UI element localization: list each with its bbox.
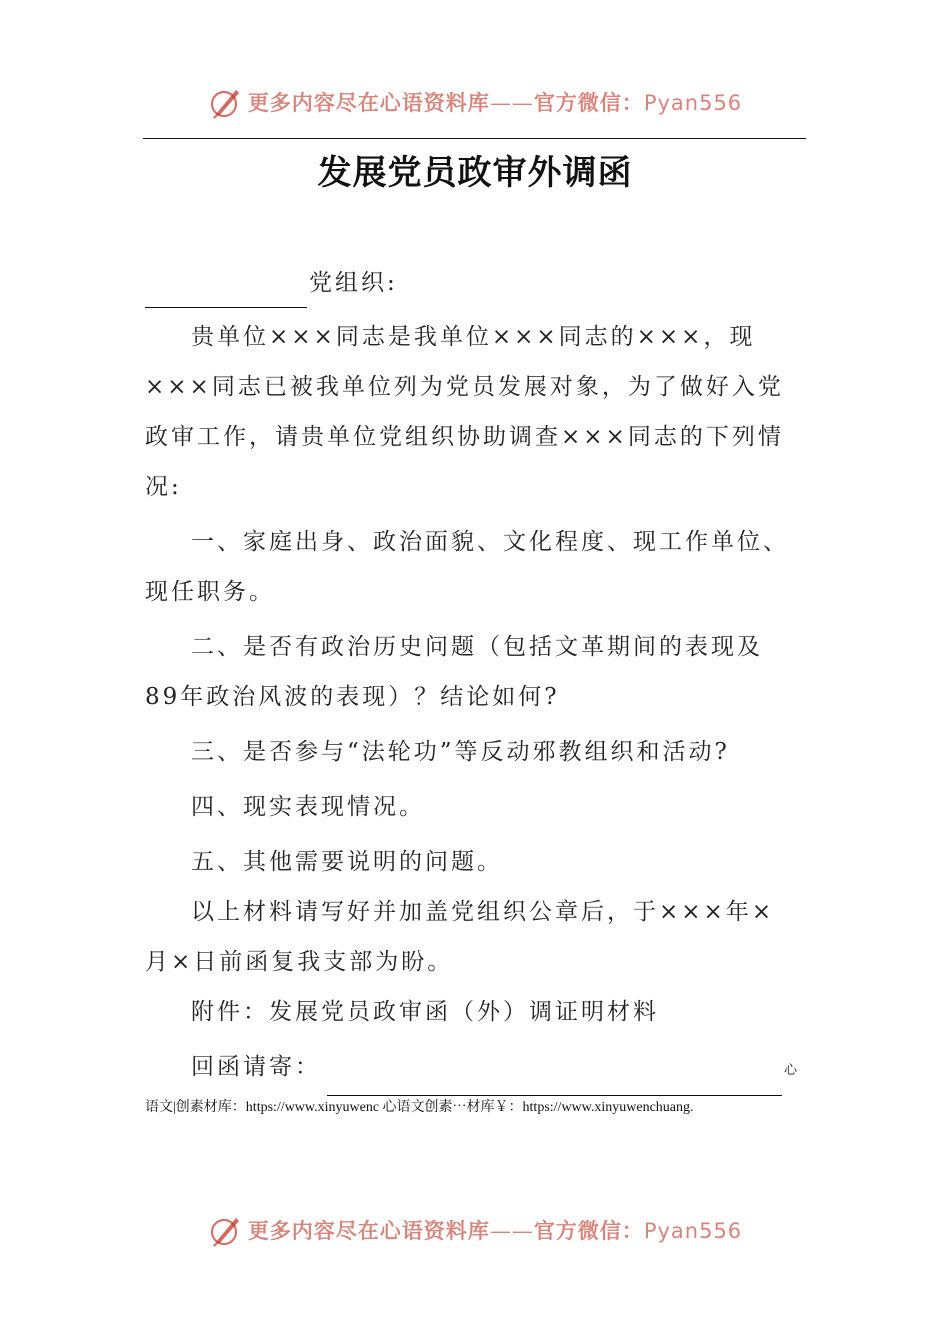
document-title: 发展党员政审外调函: [317, 153, 633, 193]
paragraph-item-1: 一、家庭出身、政治面貌、文化程度、现工作单位、现任职务。: [145, 529, 789, 605]
paragraph-intro: 贵单位×××同志是我单位×××同志的×××，现×××同志已被我单位列为党员发展对象，为了做好入党政审工作，请贵单位党组织协助调查×××同志的下列情况:: [145, 324, 784, 500]
quill-pen-logo-icon: [208, 84, 244, 120]
addressee-suffix: 党组织:: [309, 270, 398, 296]
banner-text: 更多内容尽在心语资料库——官方微信：Pyan556: [247, 1218, 743, 1243]
quill-pen-logo-icon: [208, 1212, 244, 1248]
reply-label: 回函请寄：: [191, 1054, 321, 1080]
footer-banner: [0, 1210, 950, 1250]
addressee-blank: [145, 275, 307, 308]
addressee-line: [145, 258, 795, 308]
reply-suffix: 心: [784, 1063, 798, 1078]
header-banner: [0, 82, 950, 122]
header-divider: [143, 138, 806, 139]
paragraph-attachment: 附件：发展党员政审函（外）调证明材料: [191, 999, 659, 1025]
paragraph-request: 以上材料请写好并加盖党组织公章后，于×××年×月×日前函复我支部为盼。: [145, 899, 775, 975]
paragraph-item-4: 四、现实表现情况。: [191, 794, 425, 820]
banner-text: 更多内容尽在心语资料库——官方微信：Pyan556: [247, 90, 743, 115]
letter-body: [145, 258, 798, 1096]
reply-address-blank: [327, 1069, 782, 1096]
source-link-line: 语文|创素材库：https://www.xinyuwenc 心语文创素⋯材库￥：https://www.xinyuwenchuang.: [145, 1100, 694, 1115]
paragraph-item-5: 五、其他需要说明的问题。: [191, 849, 503, 875]
paragraph-item-2: 二、是否有政治历史问题（包括文革期间的表现及89年政治风波的表现）？结论如何?: [145, 634, 763, 710]
reply-address-line: [145, 1042, 798, 1096]
paragraph-item-3: 三、是否参与“法轮功”等反动邪教组织和活动?: [191, 739, 730, 765]
